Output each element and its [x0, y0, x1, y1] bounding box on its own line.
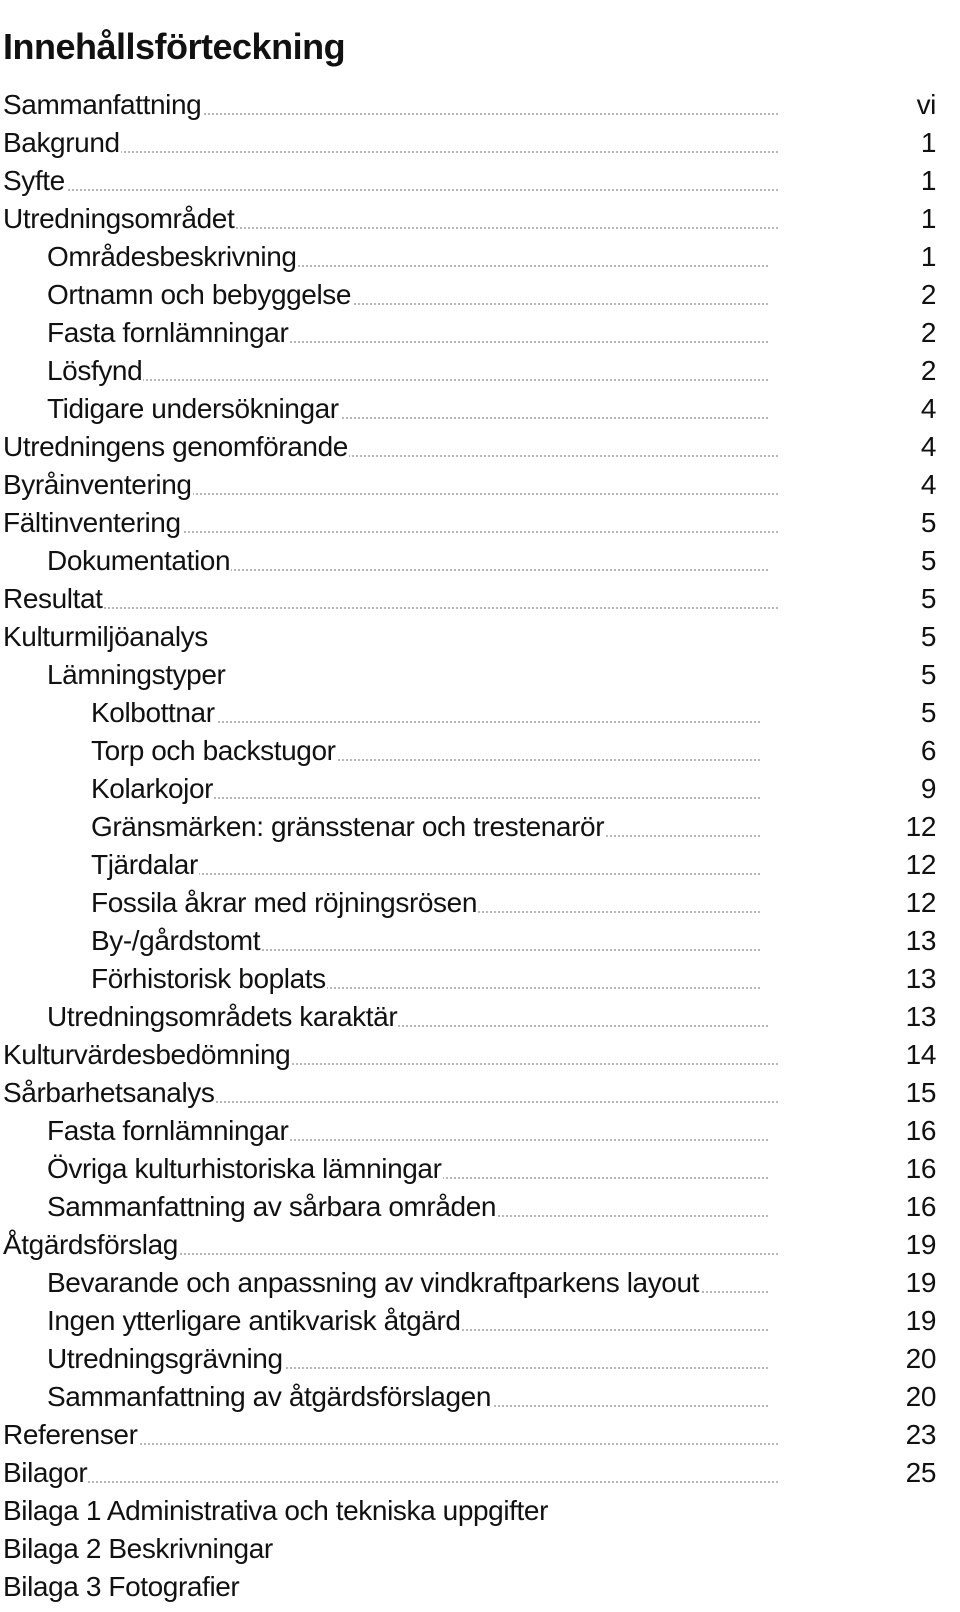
toc-entry-page-number: 13	[905, 963, 936, 994]
toc-entry[interactable]	[0, 1036, 960, 1074]
toc-entry-label: Referenser	[3, 1416, 139, 1454]
toc-entry[interactable]	[0, 922, 960, 960]
toc-entry-label: Ingen ytterligare antikvarisk åtgärd	[47, 1302, 462, 1340]
toc-entry[interactable]	[0, 884, 960, 922]
toc-entry[interactable]	[0, 580, 960, 618]
toc-entry-label: Sårbarhetsanalys	[3, 1074, 216, 1112]
toc-entry-label: Lämningstyper	[47, 656, 226, 694]
toc-entry[interactable]	[0, 428, 960, 466]
toc-entry[interactable]	[0, 466, 960, 504]
toc-entry-page-number: 16	[905, 1191, 936, 1222]
toc-entry-page-number: 2	[920, 355, 936, 386]
toc-entry-page-number: 13	[905, 925, 936, 956]
toc-entry-label: Åtgärdsförslag	[3, 1226, 179, 1264]
toc-entry[interactable]	[0, 960, 960, 998]
toc-entry-page-number: 19	[905, 1229, 936, 1260]
toc-entry-page-number: 2	[920, 317, 936, 348]
toc-entry-label: Fossila åkrar med röjningsrösen	[91, 884, 478, 922]
toc-entry-page-number: 1	[920, 127, 936, 158]
toc-entry[interactable]	[0, 1226, 960, 1264]
toc-entry[interactable]	[0, 1378, 960, 1416]
toc-entry-page-number: 4	[920, 469, 936, 500]
toc-entry-label: Utredningsgrävning	[47, 1340, 284, 1378]
toc-entry-label: By-/gårdstomt	[91, 922, 261, 960]
toc-entry-label: Byråinventering	[3, 466, 193, 504]
toc-entry-label: Kulturvärdesbedömning	[3, 1036, 291, 1074]
toc-entry[interactable]	[0, 1492, 960, 1530]
toc-entry-label: Gränsmärken: gränsstenar och trestenarör	[91, 808, 605, 846]
toc-entry[interactable]	[0, 846, 960, 884]
toc-entry-page-number: 1	[920, 203, 936, 234]
toc-entry-page-number: 5	[920, 659, 936, 690]
toc-entry[interactable]	[0, 1340, 960, 1378]
toc-entry-label: Ortnamn och bebyggelse	[47, 276, 352, 314]
toc-entry-page-number: 20	[905, 1381, 936, 1412]
toc-entry-label: Bilaga 3 Fotografier	[3, 1568, 240, 1606]
toc-entry[interactable]	[0, 162, 960, 200]
toc-entry-label: Lösfynd	[47, 352, 143, 390]
toc-entry-page-number: 19	[905, 1305, 936, 1336]
toc-entry[interactable]	[0, 276, 960, 314]
toc-entry-page-number: 12	[905, 887, 936, 918]
toc-entry-label: Tjärdalar	[91, 846, 199, 884]
toc-entry-label: Bilaga 2 Beskrivningar	[3, 1530, 274, 1568]
toc-entry-page-number: vi	[916, 89, 936, 120]
toc-entry[interactable]	[0, 390, 960, 428]
toc-entry-page-number: 19	[905, 1267, 936, 1298]
toc-entry-label: Bilaga 1 Administrativa och tekniska uppgifter	[3, 1492, 549, 1530]
toc-entry[interactable]	[0, 694, 960, 732]
toc-entry[interactable]	[0, 1416, 960, 1454]
toc-entry-label: Sammanfattning av åtgärdsförslagen	[47, 1378, 492, 1416]
toc-entry[interactable]	[0, 808, 960, 846]
dot-leader	[3, 189, 778, 191]
toc-entry-page-number: 5	[920, 583, 936, 614]
toc-entry-label: Fältinventering	[3, 504, 182, 542]
toc-entry-label: Utredningsområdets karaktär	[47, 998, 398, 1036]
toc-entry[interactable]	[0, 998, 960, 1036]
toc-entry[interactable]	[0, 1302, 960, 1340]
page-title: Innehållsförteckning	[3, 26, 346, 68]
toc-entry-label: Sammanfattning av sårbara områden	[47, 1188, 497, 1226]
toc-entry-page-number: 20	[905, 1343, 936, 1374]
toc-entry-label: Utredningens genomförande	[3, 428, 349, 466]
toc-entry-page-number: 5	[920, 697, 936, 728]
toc-entry-label: Tidigare undersökningar	[47, 390, 340, 428]
toc-entry-page-number: 5	[920, 621, 936, 652]
toc-entry-page-number: 13	[905, 1001, 936, 1032]
toc-entry[interactable]	[0, 86, 960, 124]
toc-entry-label: Kulturmiljöanalys	[3, 618, 209, 656]
dot-leader	[3, 607, 778, 609]
toc-entry-page-number: 12	[905, 811, 936, 842]
dot-leader	[47, 379, 768, 381]
toc-entry[interactable]	[0, 1112, 960, 1150]
toc-entry[interactable]	[0, 200, 960, 238]
toc-entry[interactable]	[0, 1188, 960, 1226]
toc-entry-page-number: 25	[905, 1457, 936, 1488]
toc-entry-label: Fasta fornlämningar	[47, 1112, 289, 1150]
toc-entry-label: Resultat	[3, 580, 104, 618]
toc-entry-page-number: 4	[920, 393, 936, 424]
toc-entry-page-number: 2	[920, 279, 936, 310]
toc-entry[interactable]	[0, 770, 960, 808]
toc-entry[interactable]	[0, 656, 960, 694]
toc-entry[interactable]	[0, 238, 960, 276]
toc-entry-page-number: 16	[905, 1115, 936, 1146]
toc-entry[interactable]	[0, 1530, 960, 1568]
toc-entry[interactable]	[0, 618, 960, 656]
toc-entry-page-number: 9	[920, 773, 936, 804]
toc-entry[interactable]	[0, 1074, 960, 1112]
toc-entry-page-number: 14	[905, 1039, 936, 1070]
dot-leader	[3, 1481, 778, 1483]
toc-entry-page-number: 5	[920, 507, 936, 538]
toc-entry-label: Områdesbeskrivning	[47, 238, 298, 276]
toc-entry-page-number: 12	[905, 849, 936, 880]
toc-entry-label: Syfte	[3, 162, 66, 200]
toc-entry-page-number: 1	[920, 241, 936, 272]
table-of-contents	[0, 86, 960, 1606]
toc-entry-page-number: 15	[905, 1077, 936, 1108]
toc-entry-label: Bilagor	[3, 1454, 88, 1492]
toc-entry-label: Fasta fornlämningar	[47, 314, 289, 352]
toc-entry[interactable]	[0, 1568, 960, 1606]
toc-entry-page-number: 23	[905, 1419, 936, 1450]
toc-entry[interactable]	[0, 124, 960, 162]
toc-entry-page-number: 5	[920, 545, 936, 576]
toc-entry[interactable]	[0, 542, 960, 580]
toc-entry-label: Bakgrund	[3, 124, 121, 162]
toc-entry-page-number: 1	[920, 165, 936, 196]
toc-entry[interactable]	[0, 352, 960, 390]
toc-entry[interactable]	[0, 732, 960, 770]
toc-entry-page-number: 4	[920, 431, 936, 462]
toc-entry[interactable]	[0, 1150, 960, 1188]
toc-entry-label: Dokumentation	[47, 542, 231, 580]
toc-entry-page-number: 16	[905, 1153, 936, 1184]
toc-entry[interactable]	[0, 1454, 960, 1492]
toc-entry[interactable]	[0, 1264, 960, 1302]
toc-entry-label: Kolarkojor	[91, 770, 214, 808]
toc-entry-label: Utredningsområdet	[3, 200, 235, 238]
toc-entry-label: Förhistorisk boplats	[91, 960, 327, 998]
toc-entry[interactable]	[0, 504, 960, 542]
toc-entry-label: Sammanfattning	[3, 86, 202, 124]
toc-entry[interactable]	[0, 314, 960, 352]
toc-entry-label: Bevarande och anpassning av vindkraftparkens layout	[47, 1264, 700, 1302]
toc-entry-page-number: 6	[920, 735, 936, 766]
toc-entry-label: Kolbottnar	[91, 694, 216, 732]
toc-entry-label: Torp och backstugor	[91, 732, 337, 770]
toc-entry-label: Övriga kulturhistoriska lämningar	[47, 1150, 443, 1188]
